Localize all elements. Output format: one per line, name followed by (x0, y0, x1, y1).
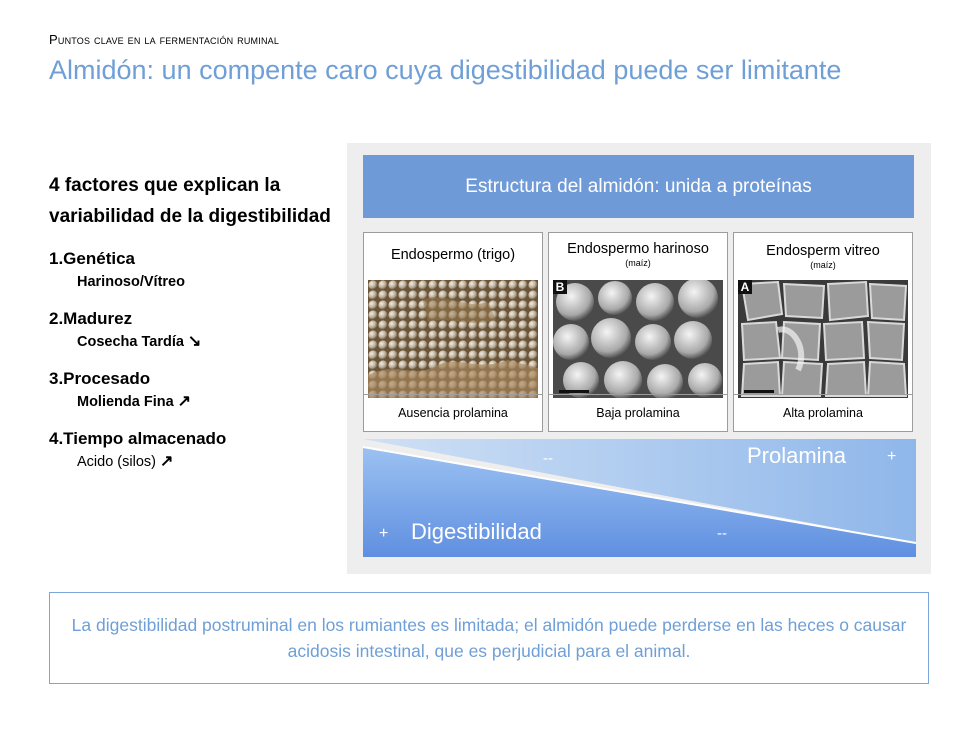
factor-item (49, 368, 344, 414)
factor-item (49, 248, 344, 294)
factor-label: 1.Genética (49, 249, 135, 268)
arrow-up-right-icon: ↗ (159, 453, 174, 470)
card-title: Endosperm vitreo (766, 243, 880, 259)
card-footer: Alta prolamina (734, 394, 912, 431)
card-title: Endospermo (trigo) (390, 247, 516, 263)
wheat-endosperm-micrograph (368, 280, 538, 398)
floury-endosperm-micrograph (553, 280, 723, 398)
vitreous-endosperm-micrograph (738, 280, 908, 398)
endosperm-card-vitreous (733, 232, 913, 432)
factor-item (49, 428, 344, 474)
panel-header: Estructura del almidón: unida a proteínas (363, 155, 914, 218)
card-footer: Baja prolamina (549, 394, 727, 431)
endosperm-card-floury (548, 232, 728, 432)
factors-heading: 4 factores que explican la variabilidad de la digestibilidad (49, 175, 331, 227)
factor-item (49, 308, 344, 354)
card-subtitle: (maíz) (810, 260, 836, 270)
starch-structure-panel (347, 143, 931, 574)
arrow-down-right-icon: ↘ (187, 333, 202, 350)
factor-detail: Harinoso/Vítreo (77, 274, 185, 290)
endosperm-card-wheat (363, 232, 543, 432)
prolamina-label: Prolamina (747, 443, 847, 468)
slide-title: Almidón: un compente caro cuya digestibilidad puede ser limitante (49, 55, 842, 85)
digestibilidad-plus: + (379, 525, 389, 542)
factor-label: 2.Madurez (49, 309, 133, 328)
factor-detail: Molienda Fina ↗ (77, 393, 192, 410)
factor-label: 3.Procesado (49, 369, 151, 388)
card-subtitle: (maíz) (625, 258, 651, 268)
card-footer: Ausencia prolamina (364, 394, 542, 431)
micrograph-letter: B (555, 280, 565, 294)
slide-kicker: Puntos clave en la fermentación ruminal (49, 32, 280, 47)
arrow-up-right-icon: ↗ (177, 393, 192, 410)
card-title: Endospermo harinoso (567, 241, 709, 257)
factors-column (49, 170, 344, 474)
factor-label: 4.Tiempo almacenado (49, 429, 227, 448)
micrograph-letter: A (740, 280, 750, 294)
factor-detail: Cosecha Tardía ↘ (77, 333, 202, 350)
conclusion-note: La digestibilidad postruminal en los rumiantes es limitada; el almidón puede perderse en las heces o causar acidosis intestinal, que es perjudicial para el animal. (49, 592, 929, 684)
digestibilidad-label: Digestibilidad (411, 519, 542, 544)
prolamina-minus: -- (543, 450, 553, 467)
prolamina-plus: + (887, 448, 897, 465)
factor-detail: Acido (silos) ↗ (77, 453, 174, 470)
digestibilidad-minus: -- (717, 525, 727, 542)
